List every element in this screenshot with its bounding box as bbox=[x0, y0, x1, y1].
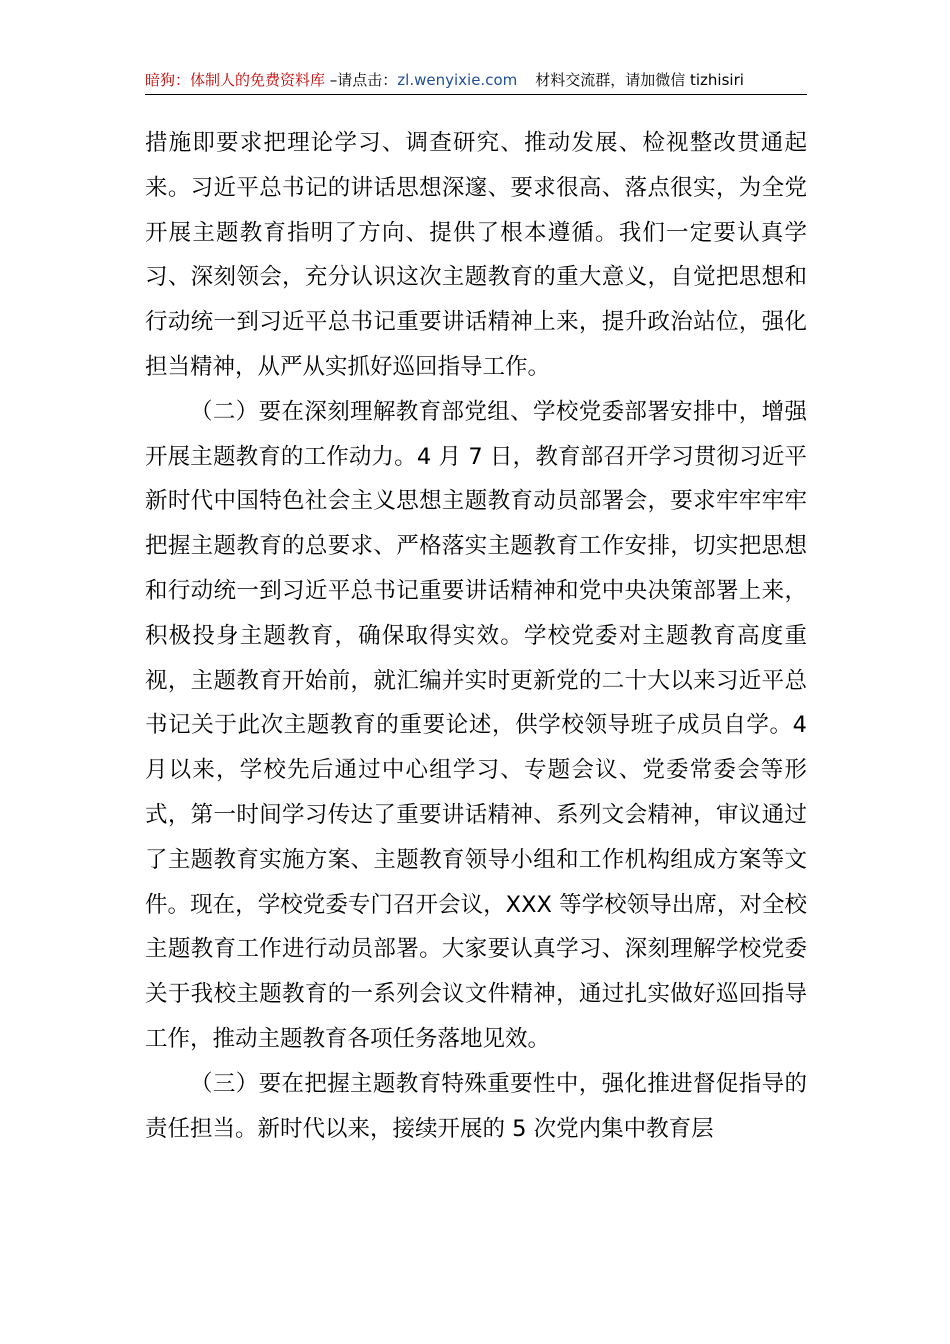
page-header bbox=[145, 68, 807, 95]
document-body bbox=[145, 121, 807, 1151]
header-brand: 暗狗：体制人的免费资料库 bbox=[145, 71, 326, 89]
header-group-text: 材料交流群，请加微信 tizhisiri bbox=[535, 71, 744, 89]
header-link-label: –请点击： bbox=[325, 71, 398, 89]
paragraph-2: （二）要在深刻理解教育部党组、学校党委部署安排中，增强开展主题教育的工作动力。4 月 7 日，教育部召开学习贯彻习近平新时代中国特色社会主义思想主题教育动员部署会，要求牢牢牢牢把握主题教育的总要求、严格落实主题教育工作安排，切实把思想和行动统一到习近平总书记重要讲话精神和党中央决策部署上来，积极投身主题教育，确保取得实效。学校党委对主题教育高度重视，主题教育开始前，就汇编并实时更新党的二十大以来习近平总书记关于此次主题教育的重要论述，供学校领导班子成员自学。4 月以来，学校先后通过中心组学习、专题会议、党委常委会等形式，第一时间学习传达了重要讲话精神、系列文会精神，审议通过了主题教育实施方案、主题教育领导小组和工作机构组成方案等文件。现在，学校党委专门召开会议，XXX 等学校领导出席，对全校主题教育工作进行动员部署。大家要认真学习、深刻理解学校党委关于我校主题教育的一系列会议文件精神，通过扎实做好巡回指导工作，推动主题教育各项任务落地见效。 bbox=[145, 398, 807, 1052]
paragraph-1: 措施即要求把理论学习、调查研究、推动发展、检视整改贯通起来。习近平总书记的讲话思想深邃、要求很高、落点很实，为全党开展主题教育指明了方向、提供了根本遵循。我们一定要认真学习、深刻领会，充分认识这次主题教育的重大意义，自觉把思想和行动统一到习近平总书记重要讲话精神上来，提升政治站位，强化担当精神，从严从实抓好巡回指导工作。 bbox=[145, 130, 807, 380]
paragraph-3: （三）要在把握主题教育特殊重要性中，强化推进督促指导的责任担当。新时代以来，接续开展的 5 次党内集中教育层 bbox=[145, 1070, 807, 1142]
header-link[interactable]: zl.wenyixie.com bbox=[397, 71, 518, 89]
